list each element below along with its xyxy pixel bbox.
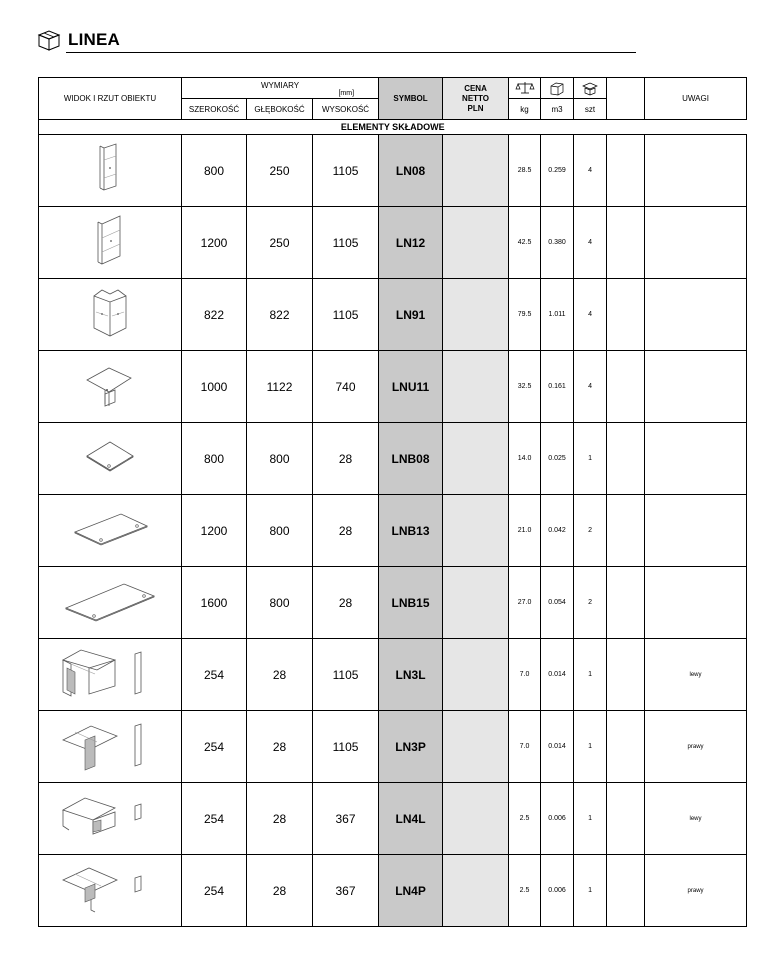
symbol-cell: LNB08 [379, 423, 443, 495]
m3-cell: 0.259 [541, 135, 574, 207]
kg-cell: 2.5 [509, 855, 541, 927]
side-panel-left-icon [55, 642, 165, 707]
notes-cell [645, 567, 747, 639]
square-top-icon [75, 426, 145, 491]
symbol-cell: LN4P [379, 855, 443, 927]
page-header [36, 26, 636, 56]
szt-cell: 1 [574, 711, 607, 783]
szt-cell: 4 [574, 135, 607, 207]
panel-cabinet-icon [80, 138, 140, 203]
price-cell [443, 495, 509, 567]
header-volume-icon-cell [541, 78, 574, 99]
width-cell: 1000 [182, 351, 247, 423]
price-cell [443, 639, 509, 711]
height-cell: 1105 [313, 639, 379, 711]
header-notes: UWAGI [645, 78, 747, 120]
header-szt: szt [574, 99, 607, 120]
table-row-ln12 [39, 207, 747, 279]
header-price-line3: PLN [467, 103, 484, 113]
table-row-ln08 [39, 135, 747, 207]
blank-cell [607, 495, 645, 567]
m3-cell: 0.006 [541, 783, 574, 855]
header-dimensions-label: WYMIARY [260, 80, 300, 90]
width-cell: 254 [182, 855, 247, 927]
blank-cell [607, 423, 645, 495]
table-row-lnb08 [39, 423, 747, 495]
header-view: WIDOK I RZUT OBIEKTU [39, 78, 182, 120]
szt-cell: 4 [574, 351, 607, 423]
table-row-lnb13 [39, 495, 747, 567]
blank-cell [607, 639, 645, 711]
table-row-lnb15 [39, 567, 747, 639]
width-cell: 1200 [182, 207, 247, 279]
header-symbol: SYMBOL [379, 78, 443, 120]
width-cell: 1600 [182, 567, 247, 639]
m3-cell: 0.042 [541, 495, 574, 567]
kg-cell: 28.5 [509, 135, 541, 207]
symbol-cell: LNB15 [379, 567, 443, 639]
header-price-line1: CENA [464, 83, 487, 93]
notes-cell [645, 351, 747, 423]
height-cell: 28 [313, 495, 379, 567]
width-cell: 822 [182, 279, 247, 351]
depth-cell: 800 [247, 567, 313, 639]
header-dimensions [182, 78, 379, 99]
m3-cell: 0.014 [541, 711, 574, 783]
depth-cell: 250 [247, 207, 313, 279]
m3-cell: 0.014 [541, 639, 574, 711]
symbol-cell: LN4L [379, 783, 443, 855]
height-cell: 1105 [313, 711, 379, 783]
szt-cell: 4 [574, 207, 607, 279]
price-cell [443, 855, 509, 927]
kg-cell: 32.5 [509, 351, 541, 423]
depth-cell: 28 [247, 855, 313, 927]
table-row-ln3p [39, 711, 747, 783]
notes-cell [645, 423, 747, 495]
scale-icon [515, 81, 535, 95]
box-icon [581, 81, 599, 96]
view-cell [39, 423, 182, 495]
desk-top-icon [75, 354, 145, 419]
width-cell: 1200 [182, 495, 247, 567]
notes-cell: lewy [645, 783, 747, 855]
view-cell [39, 639, 182, 711]
depth-cell: 800 [247, 495, 313, 567]
szt-cell: 4 [574, 279, 607, 351]
view-cell [39, 135, 182, 207]
szt-cell: 1 [574, 855, 607, 927]
table-row-lnu11 [39, 351, 747, 423]
depth-cell: 822 [247, 279, 313, 351]
box-logo-icon [36, 28, 62, 52]
symbol-cell: LN08 [379, 135, 443, 207]
symbol-cell: LN3L [379, 639, 443, 711]
m3-cell: 1.011 [541, 279, 574, 351]
price-cell [443, 567, 509, 639]
blank-cell [607, 711, 645, 783]
symbol-cell: LN12 [379, 207, 443, 279]
width-cell: 254 [182, 711, 247, 783]
header-unit: [mm] [338, 90, 355, 97]
view-cell [39, 495, 182, 567]
m3-cell: 0.161 [541, 351, 574, 423]
blank-cell [607, 783, 645, 855]
height-cell: 1105 [313, 207, 379, 279]
table-row-ln4l [39, 783, 747, 855]
price-cell [443, 711, 509, 783]
height-cell: 740 [313, 351, 379, 423]
header-rule [66, 52, 636, 53]
blank-cell [607, 207, 645, 279]
side-panel-right-icon [55, 714, 165, 779]
header-price-line2: NETTO [462, 93, 490, 103]
notes-cell [645, 207, 747, 279]
kg-cell: 27.0 [509, 567, 541, 639]
depth-cell: 800 [247, 423, 313, 495]
width-cell: 254 [182, 639, 247, 711]
view-cell [39, 783, 182, 855]
short-panel-right-icon [55, 858, 165, 923]
view-cell [39, 279, 182, 351]
kg-cell: 14.0 [509, 423, 541, 495]
price-cell [443, 423, 509, 495]
height-cell: 28 [313, 423, 379, 495]
notes-cell: prawy [645, 711, 747, 783]
depth-cell: 1122 [247, 351, 313, 423]
height-cell: 1105 [313, 279, 379, 351]
symbol-cell: LN91 [379, 279, 443, 351]
header-pieces-icon-cell [574, 78, 607, 99]
cube-icon [548, 81, 566, 96]
table-row-ln3l [39, 639, 747, 711]
m3-cell: 0.380 [541, 207, 574, 279]
product-table [38, 77, 747, 927]
symbol-cell: LNB13 [379, 495, 443, 567]
depth-cell: 28 [247, 639, 313, 711]
height-cell: 367 [313, 783, 379, 855]
view-cell [39, 855, 182, 927]
kg-cell: 21.0 [509, 495, 541, 567]
kg-cell: 7.0 [509, 711, 541, 783]
header-price [443, 78, 509, 120]
height-cell: 1105 [313, 135, 379, 207]
notes-cell: prawy [645, 855, 747, 927]
szt-cell: 1 [574, 639, 607, 711]
blank-cell [607, 279, 645, 351]
header-weight-icon-cell [509, 78, 541, 99]
header-depth: GŁĘBOKOŚĆ [247, 99, 313, 120]
header-blank [607, 78, 645, 120]
view-cell [39, 351, 182, 423]
depth-cell: 28 [247, 783, 313, 855]
symbol-cell: LNU11 [379, 351, 443, 423]
price-cell [443, 135, 509, 207]
header-kg: kg [509, 99, 541, 120]
m3-cell: 0.054 [541, 567, 574, 639]
blank-cell [607, 567, 645, 639]
notes-cell: lewy [645, 639, 747, 711]
table-row-ln4p [39, 855, 747, 927]
long-top-icon [60, 570, 160, 635]
width-cell: 800 [182, 135, 247, 207]
view-cell [39, 711, 182, 783]
szt-cell: 2 [574, 567, 607, 639]
price-cell [443, 783, 509, 855]
szt-cell: 1 [574, 423, 607, 495]
corner-cabinet-icon [80, 282, 140, 347]
blank-cell [607, 855, 645, 927]
price-cell [443, 351, 509, 423]
symbol-cell: LN3P [379, 711, 443, 783]
short-panel-left-icon [55, 786, 165, 851]
width-cell: 254 [182, 783, 247, 855]
kg-cell: 2.5 [509, 783, 541, 855]
price-cell [443, 279, 509, 351]
height-cell: 28 [313, 567, 379, 639]
notes-cell [645, 495, 747, 567]
price-cell [443, 207, 509, 279]
depth-cell: 250 [247, 135, 313, 207]
header-m3: m3 [541, 99, 574, 120]
blank-cell [607, 351, 645, 423]
kg-cell: 79.5 [509, 279, 541, 351]
header-height: WYSOKOŚĆ [313, 99, 379, 120]
blank-cell [607, 135, 645, 207]
m3-cell: 0.025 [541, 423, 574, 495]
notes-cell [645, 279, 747, 351]
width-cell: 800 [182, 423, 247, 495]
panel-cabinet-wide-icon [80, 210, 140, 275]
header-width: SZEROKOŚĆ [182, 99, 247, 120]
szt-cell: 2 [574, 495, 607, 567]
notes-cell [645, 135, 747, 207]
kg-cell: 42.5 [509, 207, 541, 279]
height-cell: 367 [313, 855, 379, 927]
view-cell [39, 207, 182, 279]
m3-cell: 0.006 [541, 855, 574, 927]
depth-cell: 28 [247, 711, 313, 783]
kg-cell: 7.0 [509, 639, 541, 711]
view-cell [39, 567, 182, 639]
section-title: ELEMENTY SKŁADOWE [39, 120, 747, 135]
szt-cell: 1 [574, 783, 607, 855]
table-row-ln91 [39, 279, 747, 351]
brand-title: LINEA [68, 30, 120, 49]
rect-top-icon [65, 498, 155, 563]
